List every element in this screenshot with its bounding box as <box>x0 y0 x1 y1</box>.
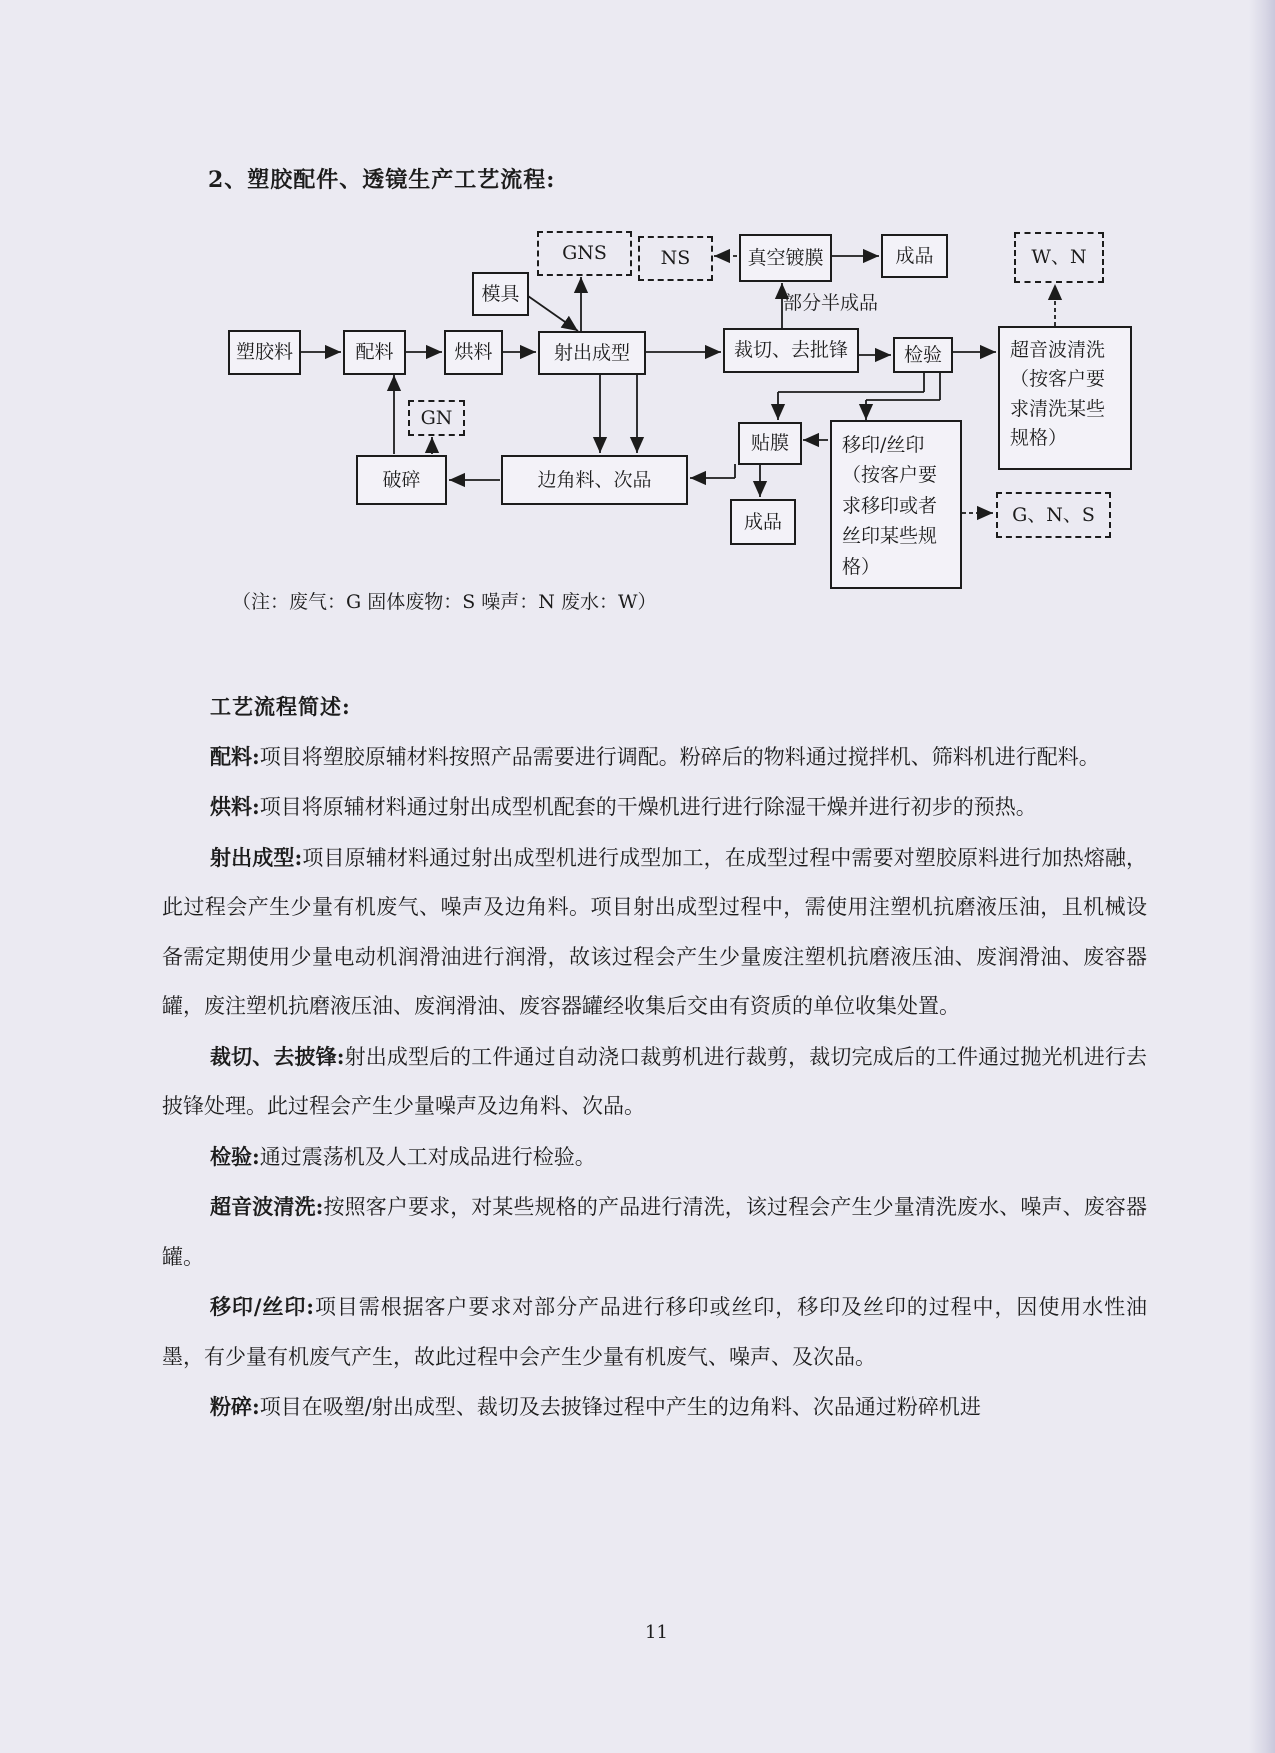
paragraph-injection-molding <box>162 833 1147 1032</box>
term-label: 检验: <box>210 1143 260 1169</box>
node-drying: 烘料 <box>444 330 503 375</box>
page-number: 11 <box>645 1622 668 1643</box>
node-wn-emission: W、N <box>1014 232 1104 283</box>
node-ns-emission: NS <box>638 236 713 281</box>
node-product-top: 成品 <box>881 234 948 278</box>
node-gns-emission-bottom: G、N、S <box>996 492 1111 538</box>
paragraph-text: 通过震荡机及人工对成品进行检验。 <box>259 1144 596 1169</box>
term-label: 配料: <box>210 743 260 769</box>
paragraph-ultrasonic-cleaning <box>162 1182 1147 1282</box>
term-label: 移印/丝印: <box>210 1294 315 1319</box>
node-plastic-material: 塑胶料 <box>228 330 301 375</box>
paragraph-text: 项目需根据客户要求对部分产品进行移印或丝印，移印及丝印的过程中，因使用水性油墨，有少量有机废气产生，故此过程中会产生少量有机废气、噪声、及次品。 <box>162 1295 1148 1369</box>
process-flow-diagram <box>0 0 1275 613</box>
diagram-legend: （注：废气：G 固体废物：S 噪声：N 废水：W） <box>232 591 657 613</box>
paragraph-batching <box>162 732 1147 783</box>
paragraph-text: 射出成型后的工件通过自动浇口裁剪机进行裁剪，裁切完成后的工件通过抛光机进行去披锋处理。此过程会产生少量噪声及边角料、次品。 <box>162 1044 1147 1118</box>
node-ultrasonic-cleaning: 超音波清洗 （按客户要 求清洗某些 规格） <box>998 326 1132 470</box>
term-label: 射出成型: <box>210 844 303 870</box>
term-label: 烘料: <box>210 794 260 819</box>
term-label: 裁切、去披锋: <box>210 1043 345 1069</box>
paragraph-printing <box>162 1282 1147 1382</box>
node-inspection: 检验 <box>893 337 953 373</box>
node-mold: 模具 <box>472 272 529 316</box>
node-scrap-defects: 边角料、次品 <box>501 455 688 505</box>
paragraph-crushing <box>162 1382 1147 1433</box>
node-product-bottom: 成品 <box>730 499 796 545</box>
term-label: 超音波清洗: <box>210 1194 324 1219</box>
node-injection-molding: 射出成型 <box>538 331 646 375</box>
paragraph-text: 项目将塑胶原辅材料按照产品需要进行调配。粉碎后的物料通过搅拌机、筛料机进行配料。 <box>259 744 1100 769</box>
section-heading: 2、塑胶配件、透镜生产工艺流程: <box>208 167 556 193</box>
node-cutting-deburring: 裁切、去批锋 <box>723 328 859 373</box>
node-gn-emission: GN <box>408 400 465 436</box>
node-gns-emission: GNS <box>537 231 632 276</box>
paragraph-text: 项目在吸塑/射出成型、裁切及去披锋过程中产生的边角料、次品通过粉碎机进 <box>259 1395 981 1419</box>
paragraph-inspection <box>162 1132 1147 1183</box>
node-pad-screen-printing: 移印/丝印 （按客户要 求移印或者 丝印某些规 格） <box>830 420 962 589</box>
paragraph-text: 按照客户要求，对某些规格的产品进行清洗，该过程会产生少量清洗废水、噪声、废容器罐。 <box>162 1195 1147 1269</box>
paragraph-cutting-deburring <box>162 1032 1147 1132</box>
node-vacuum-coating: 真空镀膜 <box>739 234 832 282</box>
node-batching: 配料 <box>343 330 406 375</box>
paragraph-text: 项目原辅材料通过射出成型机进行成型加工，在成型过程中需要对塑胶原料进行加热熔融，此过程会产生少量有机废气、噪声及边角料。项目射出成型过程中，需使用注塑机抗磨液压油，且机械设备需定期使用少量电动机润滑油进行润滑，故该过程会产生少量废注塑机抗磨液压油、废润滑油、废容器罐，废注塑机抗磨液压油、废润滑油、废容器罐经收集后交由有资质的单位收集处置。 <box>162 845 1147 1018</box>
paragraph-drying <box>162 782 1147 833</box>
term-label: 粉碎: <box>210 1394 260 1419</box>
process-description-title: 工艺流程简述: <box>210 694 351 719</box>
paragraph-text: 项目将原辅材料通过射出成型机配套的干燥机进行进行除湿干燥并进行初步的预热。 <box>259 795 1037 819</box>
semi-finished-label: 部分半成品 <box>783 292 879 314</box>
node-film: 贴膜 <box>738 422 802 465</box>
process-description <box>162 682 1147 1433</box>
node-crushing: 破碎 <box>356 455 447 505</box>
